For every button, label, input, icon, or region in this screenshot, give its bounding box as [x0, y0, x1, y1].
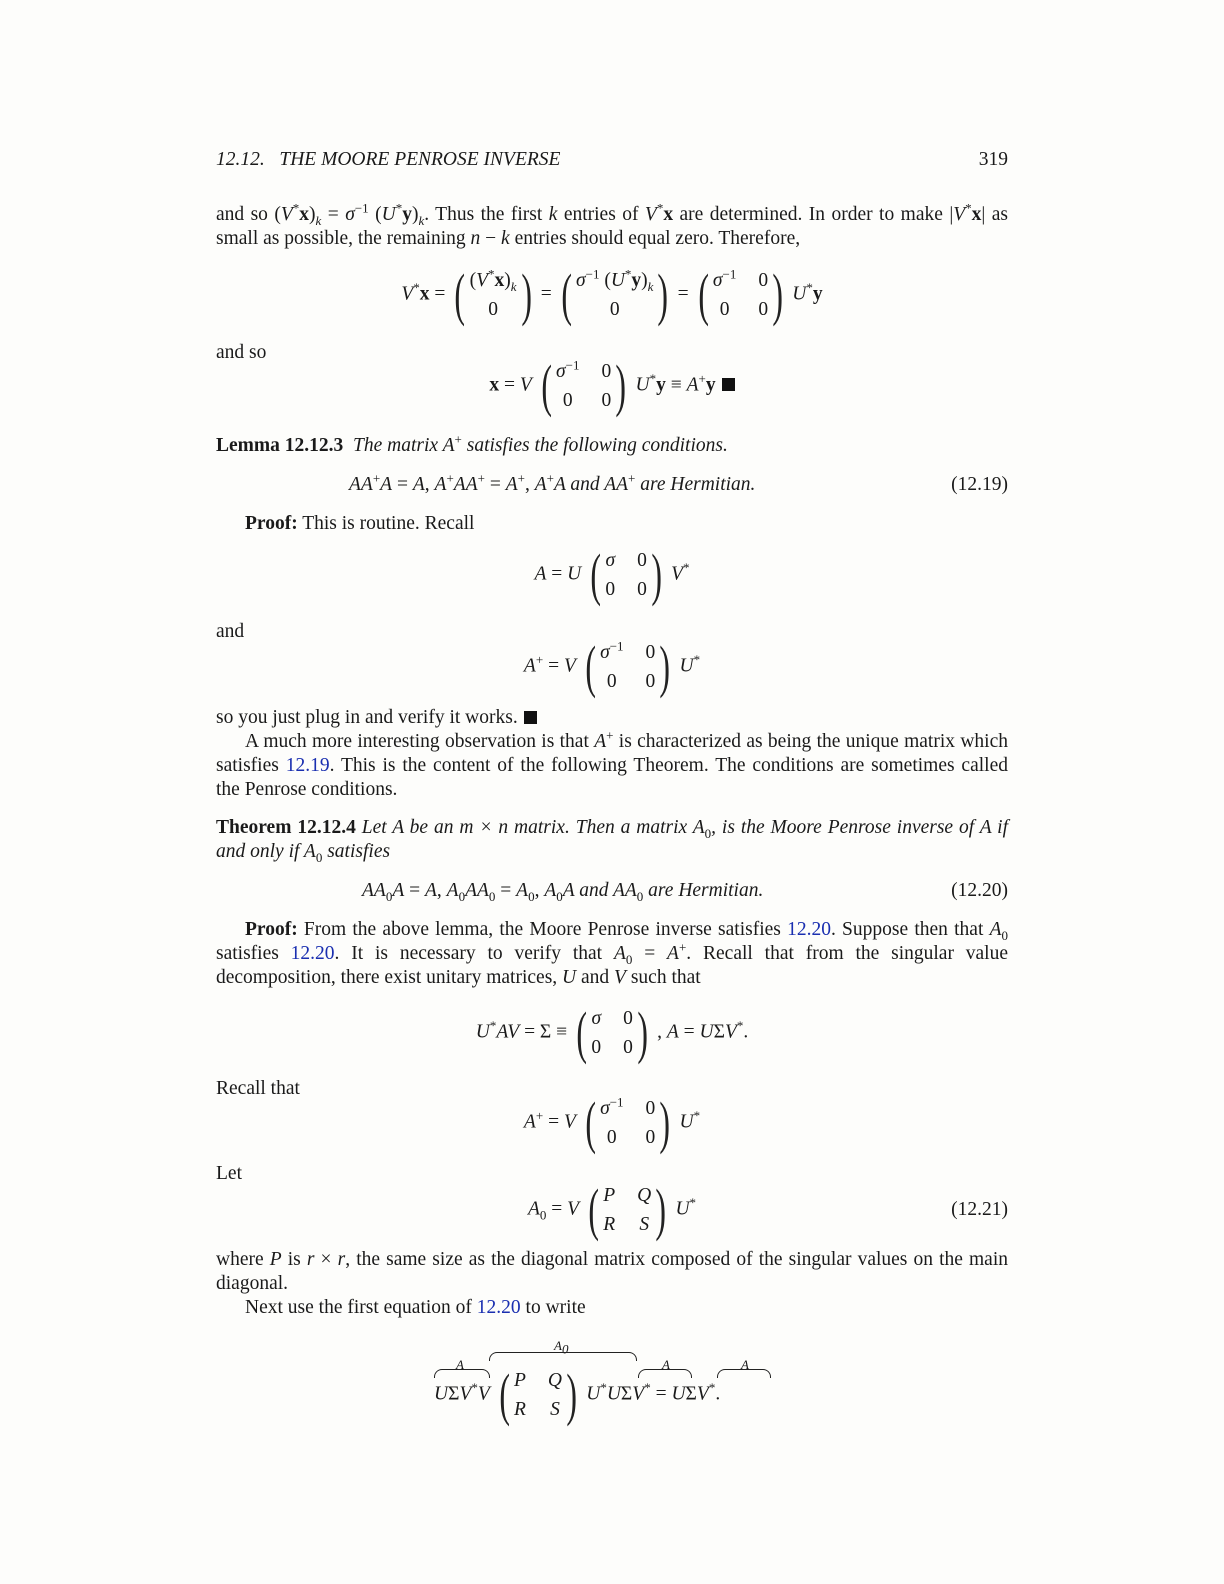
paragraph-where-p: where P is r × r, the same size as the diagonal matrix composed of the singular values on the main diagonal.	[216, 1249, 1008, 1294]
theorem-statement: Theorem 12.12.4 Let A be an m × n matrix. Then a matrix $A_0$, is the Moore Penrose inverse of A if and only if $A_0$ satisfies	[216, 817, 1008, 865]
theorem-equation: $AA_0A = A$, $A_0AA_0 = A_0$, $A_0A$ and $AA_0$ are Hermitian.	[362, 880, 764, 904]
qed-square-icon	[524, 711, 537, 724]
text-let: Let	[216, 1163, 242, 1184]
equation-a-plus: A+ = V ( $\sigma^{-1}$ 0 0 0 ) U*	[523, 634, 701, 699]
lemma-equation: AA+A = A, A+AA+ = A+, A+A and AA+ are Hermitian.	[349, 470, 756, 495]
ref-12-20-link[interactable]: 12.20	[476, 1297, 521, 1318]
page-number: 319	[978, 149, 1008, 170]
text-next-use: Next use the first equation of 12.20 to write	[245, 1297, 586, 1318]
text-plug-in: so you just plug in and verify it works.	[216, 706, 537, 730]
equation-vx: V*x = ( $(V^*x)_k$ 0 ) = ( $\sigma^{-1}$ $(U^*y)_k$ 0 ) = ( $\sigma^{-1}$ 0 0 0 ) U*y	[401, 262, 823, 327]
equation-svd: U*AV = Σ ≡ ( σ 0 0 0 ) , A = UΣV*.	[475, 1000, 749, 1065]
paragraph-penrose-conditions: A much more interesting observation is that A+ is characterized as being the unique matrix which satisfies 12.19. This is the content of the following Theorem. The conditions are sometimes called the Penrose conditions.	[216, 727, 1008, 800]
text-and: and	[216, 621, 245, 642]
equation-number-1219: (12.19)	[951, 474, 1008, 495]
lemma-statement: Lemma 12.12.3 The matrix A+ satisfies the following conditions.	[216, 431, 728, 456]
equation-number-1221: (12.21)	[951, 1199, 1008, 1220]
equation-x: x = V ( $\sigma^{-1}$ 0 0 0 ) U*y ≡ A+y	[216, 357, 1008, 415]
ref-12-19-link[interactable]: 12.19	[285, 755, 330, 776]
proof-2: Proof: From the above lemma, the Moore Penrose inverse satisfies 12.20. Suppose then that $A_0$ satisfies 12.20. It is necessary to verify that $A_0 = A^+$. Recall that from the singular value decomposition, there exist unitary matrices, U and V such that	[216, 919, 1009, 988]
equation-a-svd: A = U ( σ 0 0 0 ) V*	[534, 542, 690, 607]
qed-square-icon	[722, 378, 735, 391]
equation-number-1220: (12.20)	[951, 880, 1008, 901]
equation-a0: $A_0 = V$ ( P Q R S ) U*	[527, 1177, 697, 1242]
text-and-so: and so	[216, 342, 267, 363]
equation-a-plus-2: A+ = V ( $\sigma^{-1}$ 0 0 0 ) U*	[523, 1090, 701, 1155]
equation-final: A $A_0$ A A UΣV*V ( P Q R S ) U*UΣV* = UΣV*.	[434, 1330, 794, 1430]
text-recall-that: Recall that	[216, 1078, 300, 1099]
ref-12-20-link[interactable]: 12.20	[290, 943, 335, 964]
proof-1: Proof: This is routine. Recall	[245, 513, 475, 534]
running-header-section: 12.12. THE MOORE PENROSE INVERSE	[216, 149, 561, 170]
ref-12-20-link[interactable]: 12.20	[787, 919, 831, 940]
opening-paragraph: and so $(V^*x)_k = \sigma^{-1}$ $(U^*y)_k$. Thus the first k entries of V*x are determined. In order to make |V*x| as small as possible, the remaining n − k entries should equal zero. Therefore,	[216, 200, 1008, 249]
